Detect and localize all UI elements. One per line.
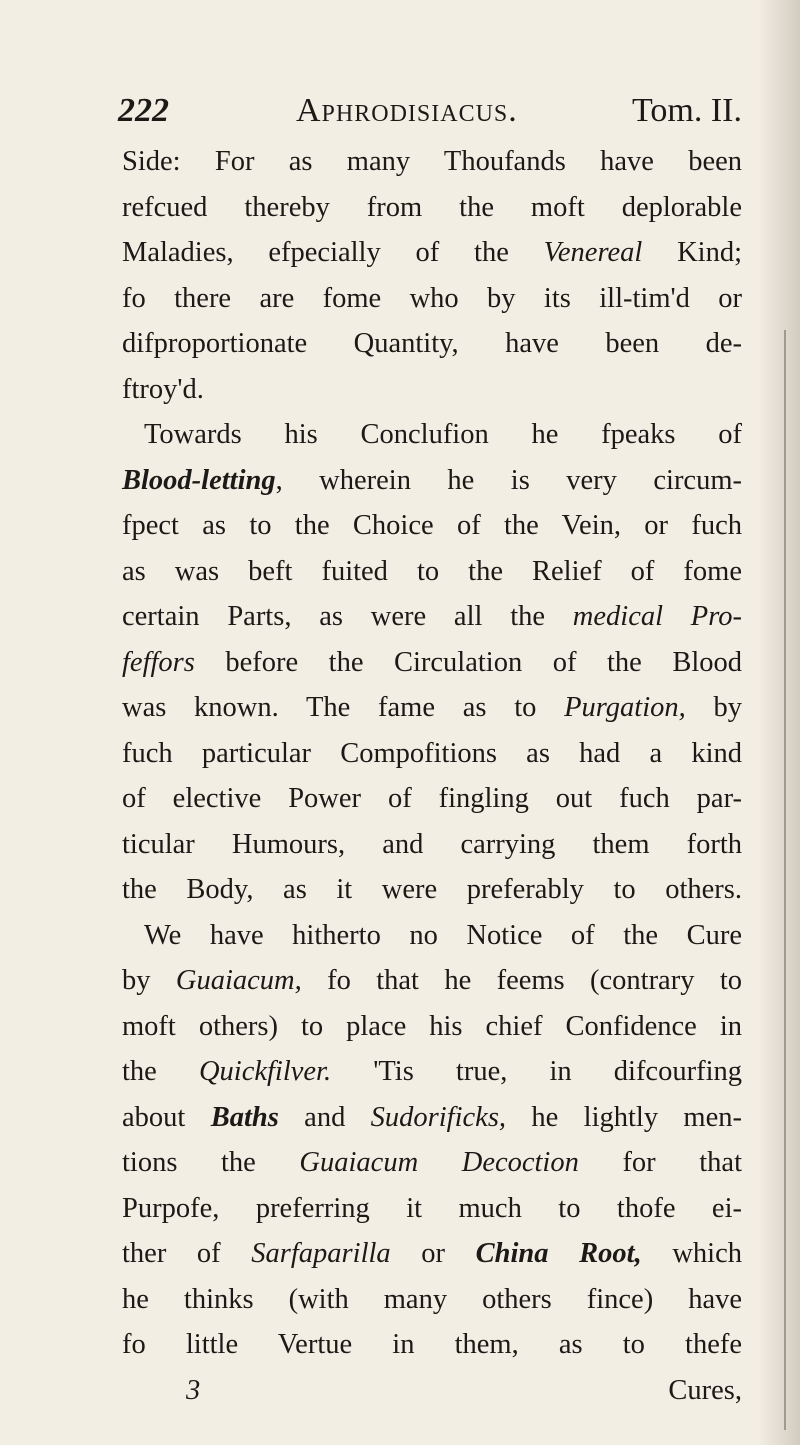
volume-label: Tom. II. bbox=[632, 92, 742, 129]
text-line: ther of Sarfaparilla or China Root, which bbox=[122, 1238, 742, 1269]
text-line: as was beft fuited to the Relief of fome bbox=[122, 555, 742, 587]
signature-mark: 3 bbox=[186, 1374, 201, 1406]
body-text bbox=[122, 139, 742, 1413]
text-line: difproportionate Quantity, have been de- bbox=[122, 328, 742, 359]
signature-line bbox=[122, 1368, 742, 1414]
text-line: fo there are fome who by its ill-tim'd or bbox=[122, 282, 742, 314]
text-line: fpect as to the Choice of the Vein, or fuch bbox=[122, 510, 742, 541]
text-line: of elective Power of fingling out fuch par- bbox=[122, 783, 742, 814]
running-header bbox=[118, 88, 742, 138]
page-number: 222 bbox=[118, 92, 169, 129]
text-line: fuch particular Compofitions as had a kind bbox=[122, 737, 742, 769]
text-line: moft others) to place his chief Confidence in bbox=[122, 1010, 742, 1042]
text-line: Side: For as many Thoufands have been bbox=[122, 146, 742, 177]
text-line: was known. The fame as to Purgation, by bbox=[122, 692, 742, 723]
text-line: Purpofe, preferring it much to thofe ei- bbox=[122, 1192, 742, 1224]
text-line: feffors before the Circulation of the Blood bbox=[122, 646, 742, 678]
text-line: refcued thereby from the moft deplorable bbox=[122, 191, 742, 223]
page-edge-line bbox=[784, 330, 786, 1430]
text-line: fo little Vertue in them, as to thefe bbox=[122, 1329, 742, 1360]
page-edge-shadow bbox=[758, 0, 800, 1445]
text-line: Towards his Conclufion he fpeaks of bbox=[144, 419, 742, 450]
text-line: by Guaiacum, fo that he feems (contrary to bbox=[122, 965, 742, 996]
text-line: ticular Humours, and carrying them forth bbox=[122, 828, 742, 860]
running-title: Aphrodisiacus. bbox=[296, 92, 518, 129]
catchword: Cures, bbox=[668, 1374, 742, 1406]
text-line: Blood-letting, wherein he is very circum- bbox=[122, 464, 742, 496]
text-line: the Quickfilver. 'Tis true, in difcourfing bbox=[122, 1056, 742, 1087]
text-line: Maladies, efpecially of the Venereal Kind; bbox=[122, 237, 742, 268]
text-line: about Baths and Sudorificks, he lightly men- bbox=[122, 1101, 742, 1133]
text-line: tions the Guaiacum Decoction for that bbox=[122, 1147, 742, 1178]
text-line: ftroy'd. bbox=[122, 373, 204, 405]
text-line: We have hitherto no Notice of the Cure bbox=[144, 919, 742, 951]
text-line: certain Parts, as were all the medical Pro- bbox=[122, 601, 742, 632]
text-line: he thinks (with many others fince) have bbox=[122, 1283, 742, 1315]
text-line: the Body, as it were preferably to others. bbox=[122, 874, 742, 905]
